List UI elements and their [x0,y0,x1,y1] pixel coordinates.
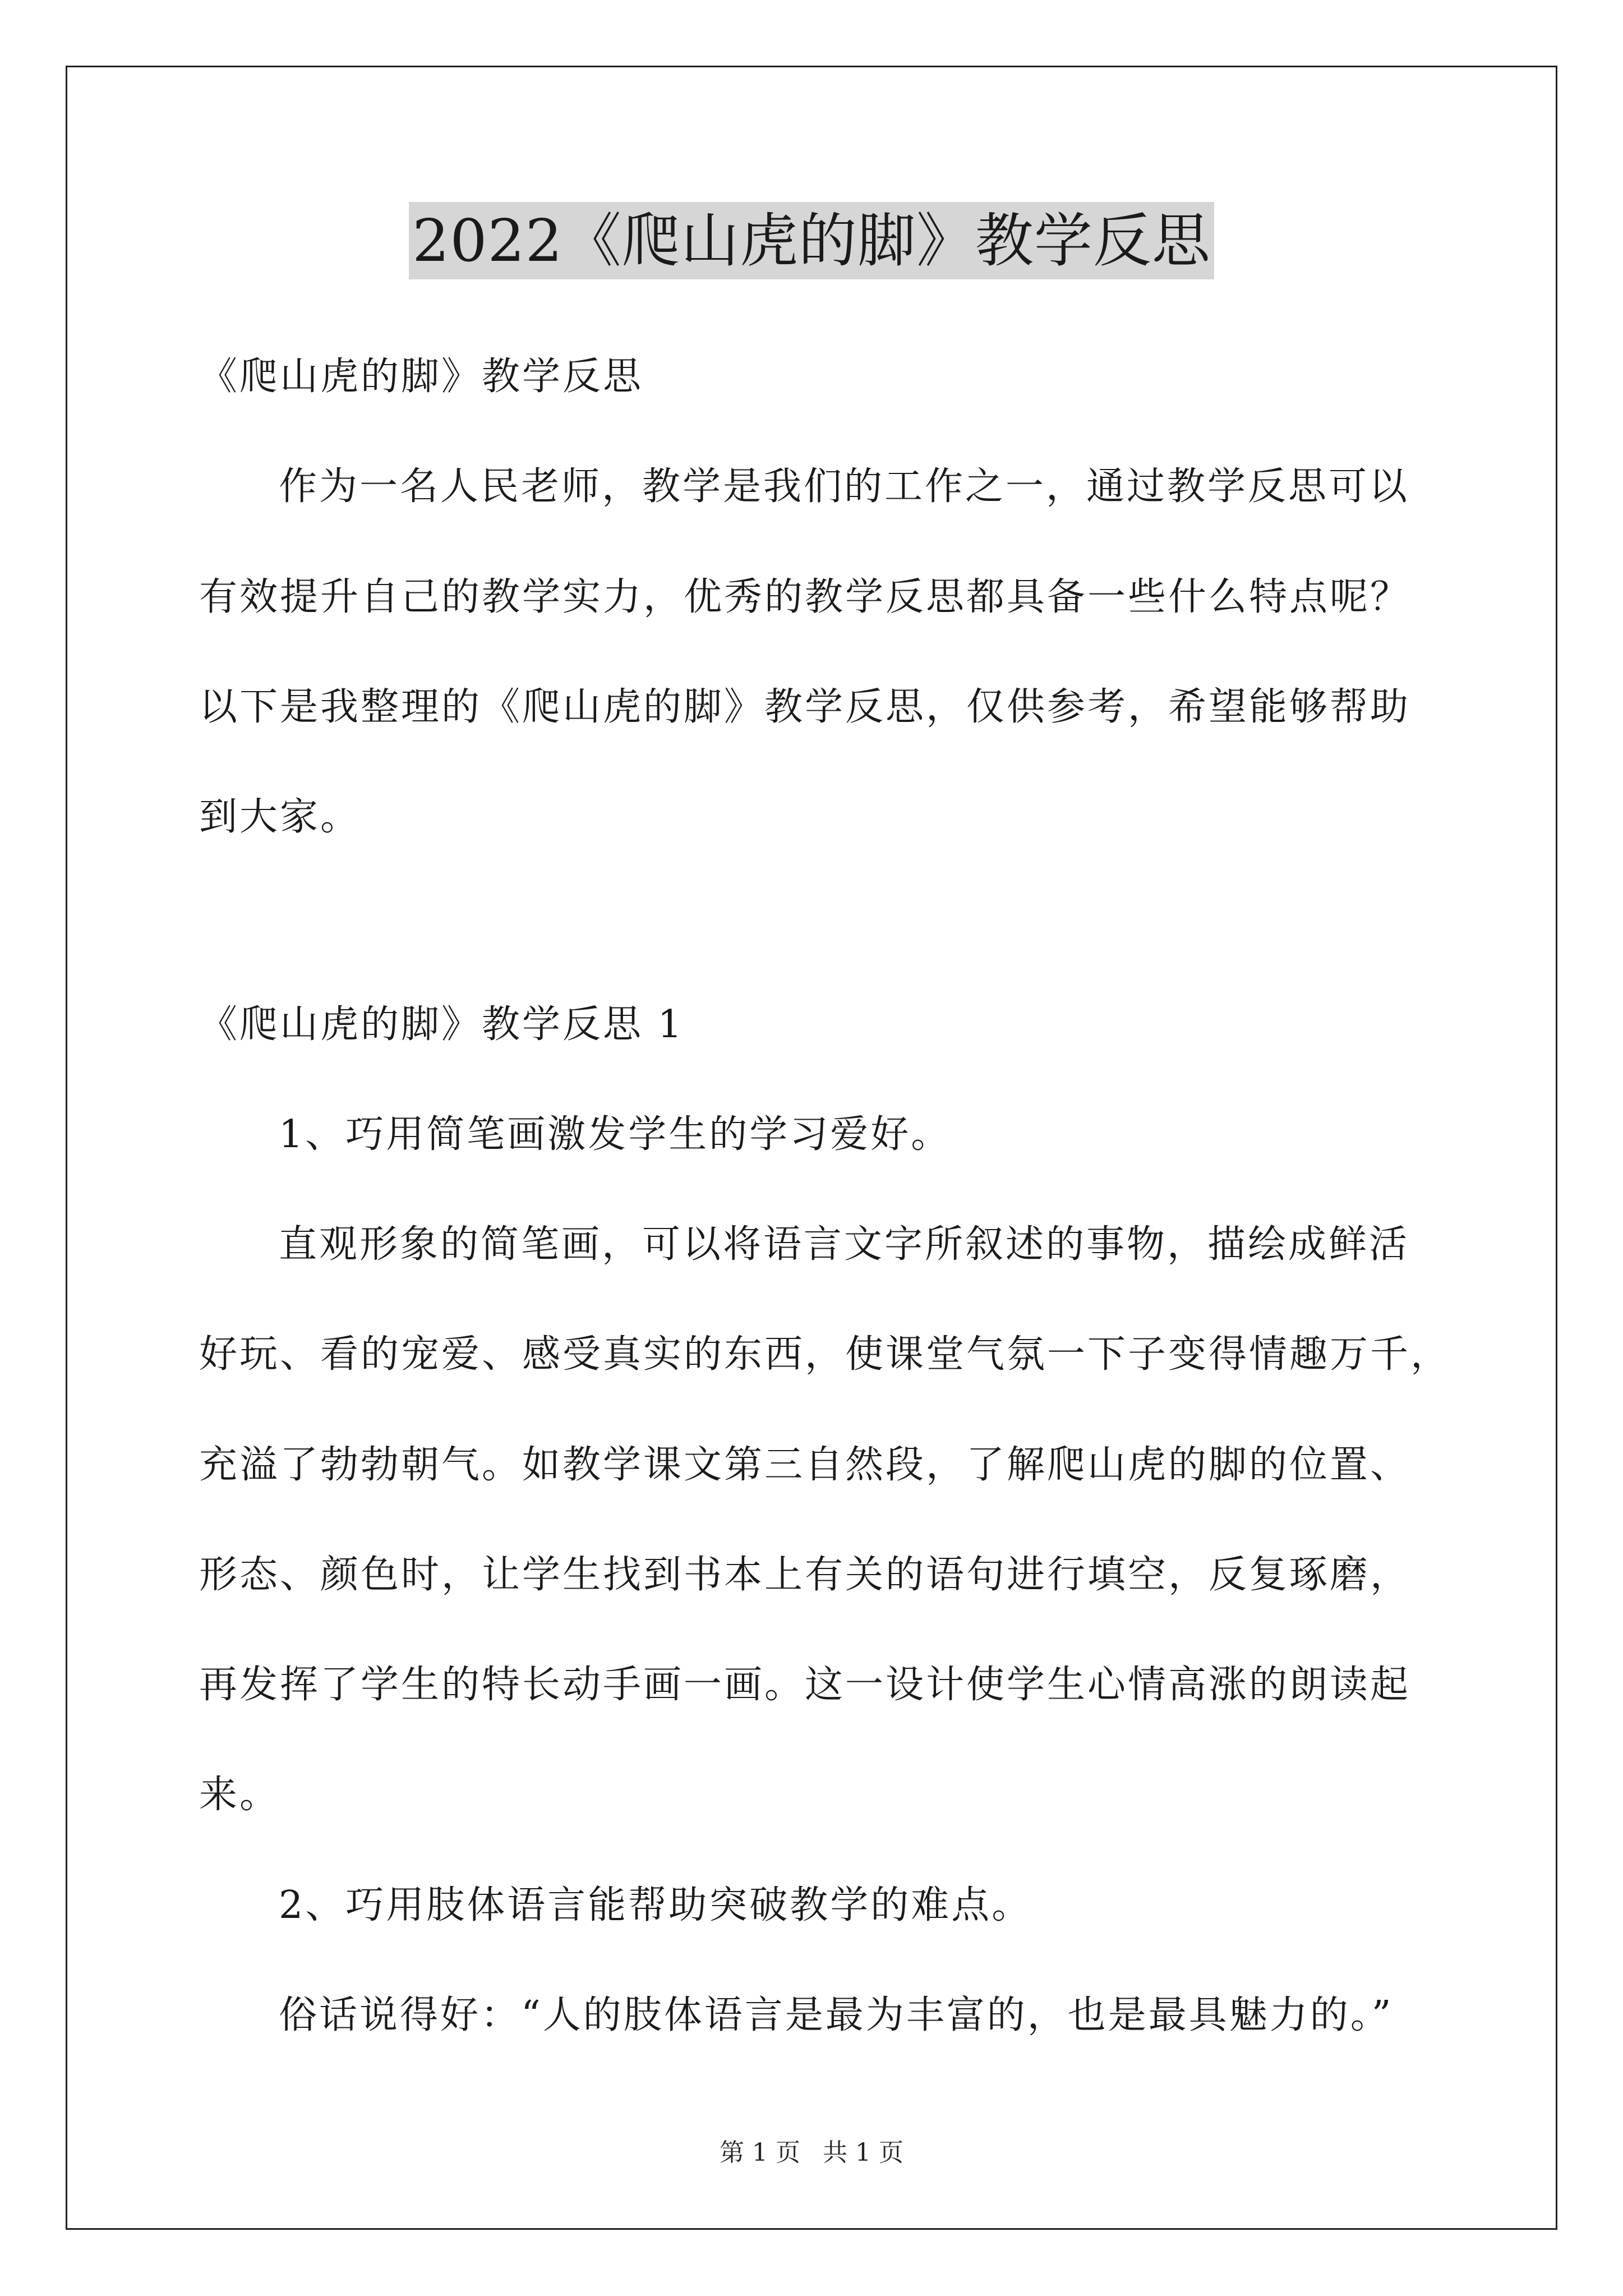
para1-line-1: 直观形象的简笔画，可以将语言文字所叙述的事物，描绘成鲜活 [279,1222,1410,1267]
para1-line-2: 好玩、看的宠爱、感受真实的东西，使课堂气氛一下子变得情趣万千， [199,1332,1451,1377]
subtitle: 《爬山虎的脚》教学反思 [199,355,644,399]
page-total: 共 1 页 [823,2138,903,2167]
para1-line-3: 充溢了勃勃朝气。如教学课文第三自然段，了解爬山虎的脚的位置、 [199,1443,1411,1487]
page-number: 第 1 页 [720,2138,800,2167]
para1-line-6: 来。 [199,1773,280,1817]
point-heading-1: 1、巧用简笔画激发学生的学习爱好。 [279,1112,952,1157]
intro-line-1: 作为一名人民老师，教学是我们的工作之一，通过教学反思可以 [279,464,1410,509]
para2-line-1: 俗话说得好：“人的肢体语言是最为丰富的，也是最具魅力的。” [279,1993,1394,2037]
point-heading-2: 2、巧用肢体语言能帮助突破教学的难点。 [279,1883,1032,1927]
title-container [0,202,1623,279]
intro-line-3: 以下是我整理的《爬山虎的脚》教学反思，仅供参考，希望能够帮助 [199,685,1411,729]
intro-line-4: 到大家。 [199,795,361,839]
page-footer [0,2136,1623,2170]
para1-line-4: 形态、颜色时，让学生找到书本上有关的语句进行填空，反复琢磨， [199,1553,1411,1597]
section-heading: 《爬山虎的脚》教学反思 1 [199,1002,684,1047]
para1-line-5: 再发挥了学生的特长动手画一画。这一设计使学生心情高涨的朗读起 [199,1663,1411,1707]
document-title: 2022《爬山虎的脚》教学反思 [409,202,1214,279]
intro-line-2: 有效提升自己的教学实力，优秀的教学反思都具备一些什么特点呢？ [199,575,1411,619]
